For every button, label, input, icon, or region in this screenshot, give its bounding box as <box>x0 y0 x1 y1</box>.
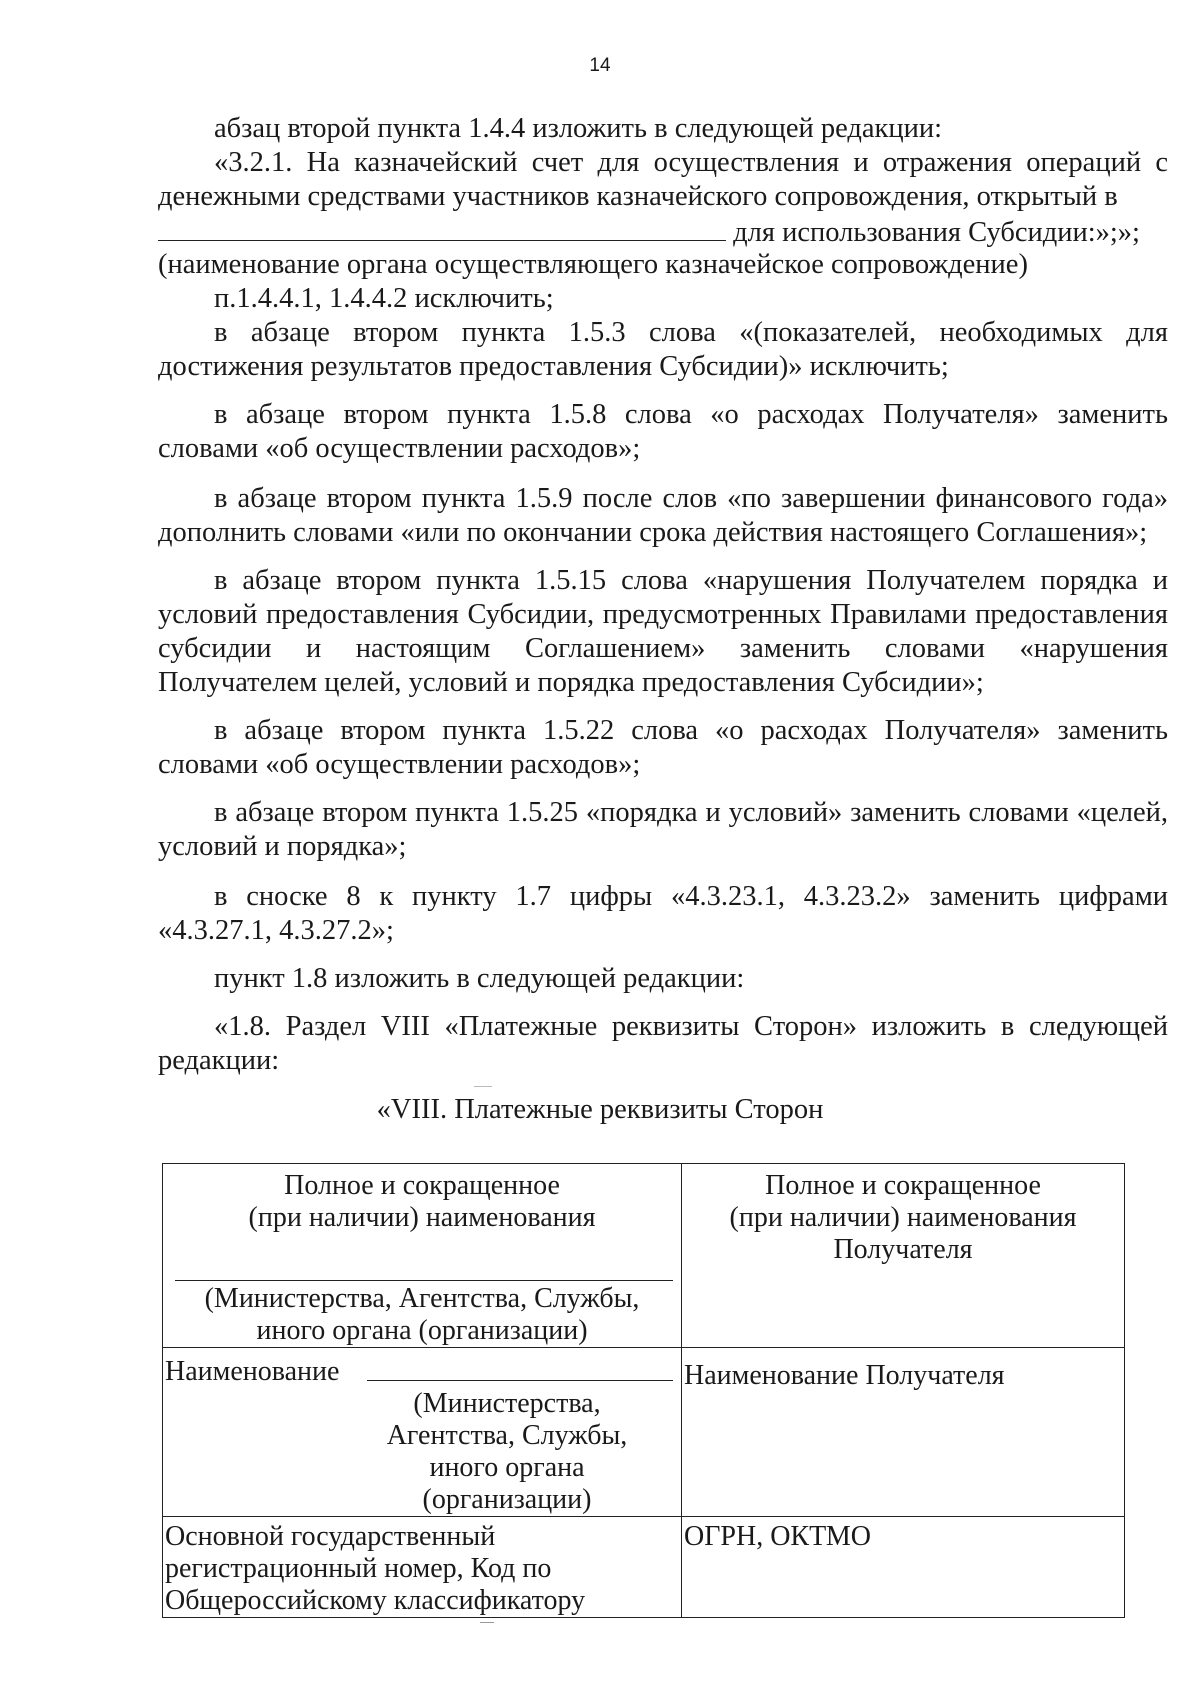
recipient-name: Наименование Получателя <box>684 1360 1005 1391</box>
table-cell-ogrn-left <box>163 1517 682 1618</box>
ogrn-oktmo: ОГРН, ОКТМО <box>684 1521 871 1552</box>
name-sub-1: (Министерства, <box>413 1388 601 1419</box>
paragraph-3-line <box>158 214 1168 250</box>
header-right-line-2: (при наличии) наименования <box>729 1202 1077 1233</box>
header-left-sub-1: (Министерства, Агентства, Службы, <box>204 1283 640 1314</box>
table-cell-ogrn-right <box>682 1517 1125 1618</box>
header-left-line-2: (при наличии) наименования <box>248 1202 596 1233</box>
paragraph-13: пункт 1.8 изложить в следующей редакции: <box>214 963 745 994</box>
ogrn-left-line-1: Основной государственный <box>165 1521 496 1552</box>
scan-mark <box>474 1086 492 1087</box>
ogrn-left-line-2: регистрационный номер, Код по <box>165 1553 552 1584</box>
name-label: Наименование <box>165 1356 340 1387</box>
name-sub-3: иного органа <box>429 1452 585 1483</box>
paragraph-4: (наименование органа осуществляющего казначейское сопровождение) <box>158 249 1028 280</box>
paragraph-3: для использования Субсидии:»;»; <box>733 217 1140 248</box>
header-left-sub-2: иного органа (организации) <box>256 1315 588 1346</box>
paragraph-12: в сноске 8 к пункту 1.7 цифры «4.3.23.1, 4.3.23.2» заменить цифрами «4.3.27.1, 4.3.27.2»; <box>158 881 1168 946</box>
name-underline <box>367 1356 673 1381</box>
paragraph-14: «1.8. Раздел VIII «Платежные реквизиты Сторон» изложить в следующей редакции: <box>158 1011 1168 1076</box>
paragraph-5: п.1.4.4.1, 1.4.4.2 исключить; <box>214 283 554 314</box>
paragraph-9: в абзаце втором пункта 1.5.15 слова «нарушения Получателем порядка и условий предоставления Субсидии, предусмотренных Правилами предоставления субсидии и настоящим Соглашением» заменить словами «нарушения Получателем целей, условий и порядка предоставления Субсидии»; <box>158 565 1168 698</box>
table-cell-name-right <box>682 1348 1125 1517</box>
header-right-line-1: Полное и сокращенное <box>765 1170 1041 1201</box>
header-left-line-1: Полное и сокращенное <box>284 1170 560 1201</box>
table-row <box>163 1517 1125 1618</box>
header-left-underline <box>175 1234 673 1281</box>
paragraph-6: в абзаце втором пункта 1.5.3 слова «(показателей, необходимых для достижения результатов предоставления Субсидии)» исключить; <box>158 317 1168 382</box>
name-label-row <box>163 1348 681 1388</box>
paragraph-2: «3.2.1. На казначейский счет для осуществления и отражения операций с денежными средствами участников казначейского сопровождения, открытый в <box>158 147 1168 212</box>
payment-details-table <box>162 1163 1125 1618</box>
paragraph-7: в абзаце втором пункта 1.5.8 слова «о расходах Получателя» заменить словами «об осуществлении расходов»; <box>158 399 1168 464</box>
paragraph-11: в абзаце втором пункта 1.5.25 «порядка и условий» заменить словами «целей, условий и порядка»; <box>158 797 1168 862</box>
paragraph-1: абзац второй пункта 1.4.4 изложить в следующей редакции: <box>214 113 943 144</box>
table-cell-header-right <box>682 1164 1125 1348</box>
table-cell-header-left <box>163 1164 682 1348</box>
table-cell-name-left <box>163 1348 682 1517</box>
name-sub-2: Агентства, Службы, <box>386 1420 628 1451</box>
table-row <box>163 1348 1125 1517</box>
section-title: «VIII. Платежные реквизиты Сторон <box>376 1094 824 1125</box>
header-right-line-3: Получателя <box>833 1234 973 1265</box>
name-sub-4: (организации) <box>422 1484 592 1515</box>
paragraph-8: в абзаце втором пункта 1.5.9 после слов «по завершении финансового года» дополнить словами «или по окончании срока действия настоящего Соглашения»; <box>158 483 1168 548</box>
page-number: 14 <box>589 55 611 76</box>
ogrn-left-line-3: Общероссийскому классификатору <box>165 1585 586 1616</box>
table-row <box>163 1164 1125 1348</box>
paragraph-10: в абзаце втором пункта 1.5.22 слова «о расходах Получателя» заменить словами «об осуществлении расходов»; <box>158 715 1168 780</box>
scan-mark <box>480 1622 494 1623</box>
blank-underline <box>158 214 726 241</box>
